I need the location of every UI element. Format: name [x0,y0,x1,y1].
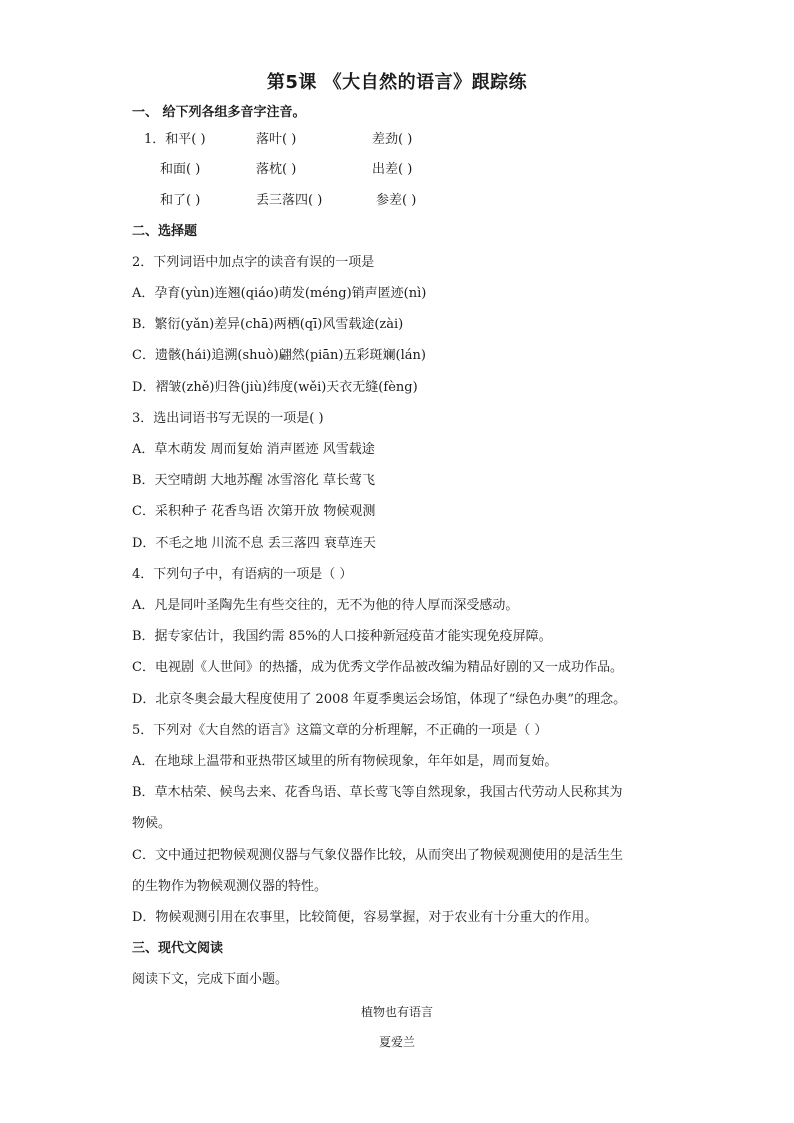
q3-option-d: D．不毛之地 川流不息 丢三落四 衰草连天 [132,536,376,551]
q2-option-b: B．繁衍(yǎn)差异(chā)两栖(qī)风雪载途(zài) [132,317,404,332]
q5-option-b-line1: B．草木枯荣、候鸟去来、花香鸟语、草长莺飞等自然现象，我国古代劳动人民称其为 [132,785,623,800]
q4-option-b: B．据专家估计，我国约需 85%的人口接种新冠疫苗才能实现免疫屏障。 [132,629,552,644]
q2-option-c: C．遗骸(hái)追溯(shuò)翩然(piān)五彩斑斓(lán) [132,348,426,363]
q4-option-d: D．北京冬奥会最大程度使用了 2008 年夏季奥运会场馆，体现了“绿色办奥”的理念。 [132,692,627,707]
section-2-heading: 二、选择题 [132,224,198,239]
q5-option-b-line2: 物候。 [132,816,172,831]
article-author: 夏爱兰 [378,1035,415,1049]
q2-option-a: A．孕育(yùn)连翘(qiáo)萌发(méng)销声匿迹(nì) [132,286,427,301]
polyphone-r3c2: 丢三落四( ) [256,193,323,208]
section-1-heading: 一、 给下列各组多音字注音。 [132,105,306,120]
q3-stem: 3．选出词语书写无误的一项是( ) [132,411,324,426]
q5-option-a: A．在地球上温带和亚热带区域里的所有物候现象，年年如是，周而复始。 [132,754,558,769]
polyphone-r3c1: 和了( ) [160,193,201,208]
q4-option-c: C．电视剧《人世间》的热播，成为优秀文学作品被改编为精品好剧的又一成功作品。 [132,660,623,675]
reading-instruction: 阅读下文，完成下面小题。 [132,972,289,987]
polyphone-r3c3: 参差( ) [376,193,417,208]
polyphone-r1c3: 差劲( ) [372,132,413,147]
polyphone-r2c3: 出差( ) [372,162,413,177]
q4-option-a: A．凡是同叶圣陶先生有些交往的，无不为他的待人厚而深受感动。 [132,598,519,613]
q3-option-a: A．草木萌发 周而复始 消声匿迹 风雪载途 [132,442,375,457]
article-title: 植物也有语言 [360,1005,433,1019]
q2-stem: 2．下列词语中加点字的读音有误的一项是 [132,255,375,270]
page-title: 第5课 《大自然的语言》跟踪练 [266,72,528,93]
polyphone-r1c1: 1．和平( ) [144,132,206,147]
q3-option-b: B．天空晴朗 大地苏醒 冰雪溶化 草长莺飞 [132,473,375,488]
q5-stem: 5．下列对《大自然的语言》这篇文章的分析理解，不正确的一项是（ ） [132,723,548,738]
section-3-heading: 三、现代文阅读 [132,941,224,956]
q5-option-d: D．物候观测引用在农事里，比较简便，容易掌握，对于农业有十分重大的作用。 [132,910,598,925]
q2-option-d: D．褶皱(zhě)归咎(jiù)纬度(wěi)天衣无缝(fèng) [132,380,418,395]
q3-option-c: C．采积种子 花香鸟语 次第开放 物候观测 [132,504,376,519]
q5-option-c-line2: 的生物作为物候观测仪器的特性。 [132,879,328,894]
q5-option-c-line1: C．文中通过把物候观测仪器与气象仪器作比较，从而突出了物候观测使用的是活生生 [132,848,623,863]
polyphone-r2c2: 落枕( ) [256,162,297,177]
polyphone-r2c1: 和面( ) [160,162,201,177]
q4-stem: 4．下列句子中，有语病的一项是（ ） [132,567,353,582]
polyphone-r1c2: 落叶( ) [256,132,297,147]
